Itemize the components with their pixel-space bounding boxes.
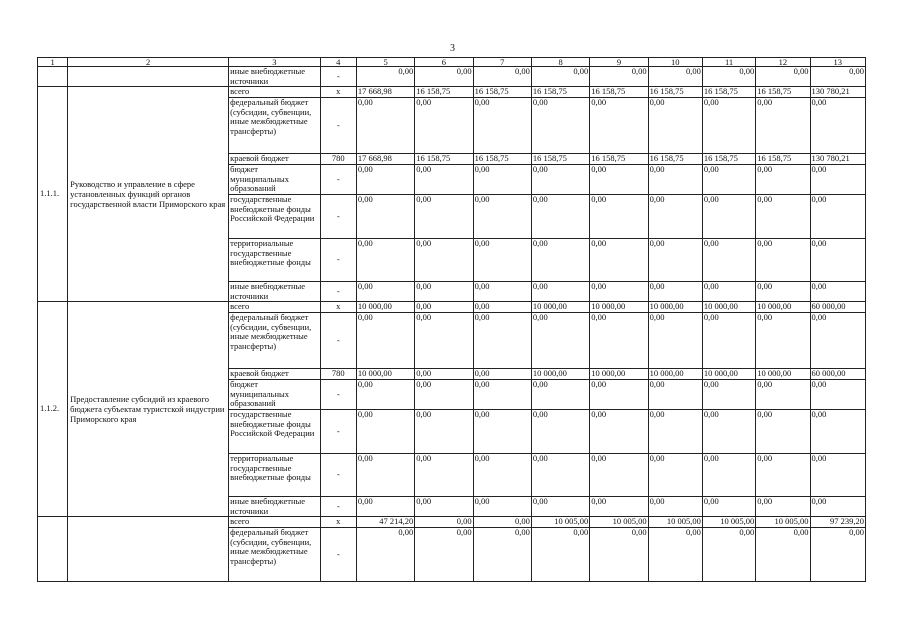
code-cell bbox=[38, 67, 68, 87]
table-row bbox=[38, 67, 866, 87]
source-cell: государственные внебюджетные фонды Российской Федерации bbox=[229, 194, 321, 238]
value-cell: 0,00 bbox=[473, 528, 531, 582]
value-cell: 0,00 bbox=[590, 194, 648, 238]
unit-code-cell: - bbox=[320, 496, 356, 516]
table-row bbox=[38, 87, 866, 98]
value-cell: 0,00 bbox=[756, 238, 810, 281]
value-cell: 0,00 bbox=[702, 409, 755, 453]
value-cell: 0,00 bbox=[415, 496, 473, 516]
value-cell: 0,00 bbox=[810, 496, 865, 516]
value-cell: 10 000,00 bbox=[756, 302, 810, 313]
value-cell: 0,00 bbox=[415, 165, 473, 195]
value-cell: 0,00 bbox=[810, 528, 865, 582]
value-cell: 0,00 bbox=[415, 369, 473, 380]
value-cell: 0,00 bbox=[756, 165, 810, 195]
unit-code-cell: - bbox=[320, 380, 356, 410]
value-cell: 0,00 bbox=[810, 453, 865, 496]
value-cell: 0,00 bbox=[473, 281, 531, 301]
value-cell: 0,00 bbox=[356, 313, 414, 369]
value-cell: 47 214,20 bbox=[356, 517, 414, 528]
value-cell: 0,00 bbox=[356, 194, 414, 238]
source-cell: иные внебюджетные источники bbox=[229, 496, 321, 516]
value-cell: 0,00 bbox=[648, 98, 702, 154]
source-cell: иные внебюджетные источники bbox=[229, 281, 321, 301]
value-cell: 0,00 bbox=[473, 453, 531, 496]
value-cell: 0,00 bbox=[648, 194, 702, 238]
program-name: Руководство и управление в сфере установленных функций органов государственной власти Приморского края bbox=[68, 87, 229, 302]
value-cell: 0,00 bbox=[756, 98, 810, 154]
unit-code-cell: - bbox=[320, 313, 356, 369]
value-cell: 0,00 bbox=[648, 281, 702, 301]
value-cell: 0,00 bbox=[810, 194, 865, 238]
value-cell: 0,00 bbox=[590, 67, 648, 87]
header-cell: 9 bbox=[590, 58, 648, 67]
value-cell: 0,00 bbox=[531, 313, 589, 369]
value-cell: 0,00 bbox=[702, 238, 755, 281]
unit-code-cell: - bbox=[320, 98, 356, 154]
value-cell: 0,00 bbox=[356, 453, 414, 496]
value-cell: 97 239,20 bbox=[810, 517, 865, 528]
value-cell: 60 000,00 bbox=[810, 369, 865, 380]
value-cell: 0,00 bbox=[702, 313, 755, 369]
value-cell: 0,00 bbox=[473, 165, 531, 195]
value-cell: 0,00 bbox=[702, 98, 755, 154]
value-cell: 0,00 bbox=[473, 194, 531, 238]
table-row bbox=[38, 302, 866, 313]
value-cell: 0,00 bbox=[473, 496, 531, 516]
value-cell: 16 158,75 bbox=[590, 87, 648, 98]
value-cell: 0,00 bbox=[473, 302, 531, 313]
value-cell: 0,00 bbox=[590, 165, 648, 195]
value-cell: 0,00 bbox=[531, 380, 589, 410]
value-cell: 0,00 bbox=[810, 281, 865, 301]
value-cell: 16 158,75 bbox=[415, 154, 473, 165]
name-cell bbox=[68, 67, 229, 87]
source-cell: федеральный бюджет (субсидии, субвенции, иные межбюджетные трансферты) bbox=[229, 98, 321, 154]
value-cell: 16 158,75 bbox=[702, 154, 755, 165]
value-cell: 0,00 bbox=[756, 496, 810, 516]
value-cell: 16 158,75 bbox=[531, 87, 589, 98]
value-cell: 16 158,75 bbox=[702, 87, 755, 98]
value-cell: 0,00 bbox=[590, 409, 648, 453]
value-cell: 0,00 bbox=[648, 409, 702, 453]
value-cell: 0,00 bbox=[648, 67, 702, 87]
value-cell: 10 000,00 bbox=[531, 369, 589, 380]
value-cell: 0,00 bbox=[531, 98, 589, 154]
budget-table bbox=[37, 57, 866, 582]
value-cell: 17 668,98 bbox=[356, 154, 414, 165]
value-cell: 10 005,00 bbox=[702, 517, 755, 528]
value-cell: 0,00 bbox=[590, 453, 648, 496]
value-cell: 0,00 bbox=[702, 380, 755, 410]
value-cell: 0,00 bbox=[356, 98, 414, 154]
value-cell: 0,00 bbox=[531, 67, 589, 87]
value-cell: 0,00 bbox=[648, 238, 702, 281]
unit-code-cell: - bbox=[320, 528, 356, 582]
name-cell bbox=[68, 517, 229, 582]
value-cell: 0,00 bbox=[590, 313, 648, 369]
header-cell: 2 bbox=[68, 58, 229, 67]
source-cell: иные внебюджетные источники bbox=[229, 67, 321, 87]
value-cell: 0,00 bbox=[531, 281, 589, 301]
value-cell: 0,00 bbox=[531, 165, 589, 195]
value-cell: 16 158,75 bbox=[648, 87, 702, 98]
value-cell: 10 005,00 bbox=[531, 517, 589, 528]
value-cell: 0,00 bbox=[415, 281, 473, 301]
value-cell: 0,00 bbox=[473, 380, 531, 410]
value-cell: 0,00 bbox=[473, 369, 531, 380]
value-cell: 0,00 bbox=[531, 194, 589, 238]
value-cell: 0,00 bbox=[810, 409, 865, 453]
unit-code-cell: - bbox=[320, 281, 356, 301]
value-cell: 0,00 bbox=[473, 238, 531, 281]
value-cell: 0,00 bbox=[415, 517, 473, 528]
value-cell: 10 000,00 bbox=[590, 302, 648, 313]
value-cell: 0,00 bbox=[648, 496, 702, 516]
value-cell: 0,00 bbox=[415, 194, 473, 238]
header-cell: 6 bbox=[415, 58, 473, 67]
value-cell: 0,00 bbox=[415, 380, 473, 410]
value-cell: 0,00 bbox=[590, 281, 648, 301]
header-cell: 8 bbox=[531, 58, 589, 67]
value-cell: 0,00 bbox=[702, 496, 755, 516]
source-cell: всего bbox=[229, 87, 321, 98]
value-cell: 0,00 bbox=[648, 313, 702, 369]
value-cell: 16 158,75 bbox=[415, 87, 473, 98]
source-cell: бюджет муниципальных образований bbox=[229, 380, 321, 410]
header-cell: 3 bbox=[229, 58, 321, 67]
value-cell: 0,00 bbox=[415, 98, 473, 154]
value-cell: 0,00 bbox=[648, 453, 702, 496]
unit-code-cell: х bbox=[320, 517, 356, 528]
unit-code-cell: х bbox=[320, 87, 356, 98]
source-cell: территориальные государственные внебюджетные фонды bbox=[229, 238, 321, 281]
value-cell: 0,00 bbox=[356, 409, 414, 453]
value-cell: 0,00 bbox=[810, 380, 865, 410]
value-cell: 0,00 bbox=[756, 313, 810, 369]
header-cell: 1 bbox=[38, 58, 68, 67]
value-cell: 0,00 bbox=[590, 98, 648, 154]
value-cell: 0,00 bbox=[415, 313, 473, 369]
value-cell: 10 000,00 bbox=[531, 302, 589, 313]
value-cell: 0,00 bbox=[648, 380, 702, 410]
program-code: 1.1.1. bbox=[38, 87, 68, 302]
header-cell: 13 bbox=[810, 58, 865, 67]
value-cell: 0,00 bbox=[702, 194, 755, 238]
value-cell: 10 000,00 bbox=[356, 302, 414, 313]
value-cell: 0,00 bbox=[356, 165, 414, 195]
value-cell: 0,00 bbox=[756, 453, 810, 496]
program-code: 1.1.2. bbox=[38, 302, 68, 517]
value-cell: 10 000,00 bbox=[702, 369, 755, 380]
unit-code-cell: 780 bbox=[320, 369, 356, 380]
unit-code-cell: - bbox=[320, 165, 356, 195]
table-row bbox=[38, 517, 866, 528]
value-cell: 130 780,21 bbox=[810, 154, 865, 165]
value-cell: 0,00 bbox=[702, 453, 755, 496]
value-cell: 0,00 bbox=[810, 165, 865, 195]
header-row bbox=[38, 58, 866, 67]
value-cell: 16 158,75 bbox=[590, 154, 648, 165]
value-cell: 0,00 bbox=[590, 496, 648, 516]
value-cell: 16 158,75 bbox=[756, 87, 810, 98]
value-cell: 0,00 bbox=[756, 528, 810, 582]
value-cell: 0,00 bbox=[756, 194, 810, 238]
value-cell: 0,00 bbox=[473, 67, 531, 87]
header-cell: 11 bbox=[702, 58, 755, 67]
value-cell: 0,00 bbox=[531, 453, 589, 496]
value-cell: 0,00 bbox=[810, 313, 865, 369]
program-name: Предоставление субсидий из краевого бюджета субъектам туристской индустрии Приморского края bbox=[68, 302, 229, 517]
header-cell: 7 bbox=[473, 58, 531, 67]
source-cell: федеральный бюджет (субсидии, субвенции, иные межбюджетные трансферты) bbox=[229, 313, 321, 369]
value-cell: 10 000,00 bbox=[590, 369, 648, 380]
value-cell: 0,00 bbox=[810, 98, 865, 154]
value-cell: 10 000,00 bbox=[756, 369, 810, 380]
value-cell: 60 000,00 bbox=[810, 302, 865, 313]
header-cell: 12 bbox=[756, 58, 810, 67]
value-cell: 0,00 bbox=[756, 281, 810, 301]
value-cell: 0,00 bbox=[356, 380, 414, 410]
value-cell: 0,00 bbox=[473, 517, 531, 528]
value-cell: 0,00 bbox=[473, 409, 531, 453]
value-cell: 0,00 bbox=[356, 528, 414, 582]
header-cell: 5 bbox=[356, 58, 414, 67]
unit-code-cell: 780 bbox=[320, 154, 356, 165]
value-cell: 0,00 bbox=[531, 528, 589, 582]
value-cell: 0,00 bbox=[415, 528, 473, 582]
value-cell: 10 000,00 bbox=[356, 369, 414, 380]
value-cell: 0,00 bbox=[756, 67, 810, 87]
value-cell: 16 158,75 bbox=[531, 154, 589, 165]
value-cell: 0,00 bbox=[531, 496, 589, 516]
value-cell: 0,00 bbox=[756, 380, 810, 410]
value-cell: 0,00 bbox=[531, 238, 589, 281]
value-cell: 0,00 bbox=[415, 453, 473, 496]
value-cell: 0,00 bbox=[810, 67, 865, 87]
unit-code-cell: - bbox=[320, 194, 356, 238]
value-cell: 10 000,00 bbox=[648, 302, 702, 313]
source-cell: государственные внебюджетные фонды Российской Федерации bbox=[229, 409, 321, 453]
value-cell: 10 000,00 bbox=[648, 369, 702, 380]
value-cell: 0,00 bbox=[473, 313, 531, 369]
value-cell: 16 158,75 bbox=[756, 154, 810, 165]
page-number: 3 bbox=[450, 43, 455, 54]
value-cell: 16 158,75 bbox=[648, 154, 702, 165]
value-cell: 0,00 bbox=[415, 238, 473, 281]
value-cell: 0,00 bbox=[415, 302, 473, 313]
value-cell: 0,00 bbox=[702, 165, 755, 195]
value-cell: 0,00 bbox=[415, 67, 473, 87]
value-cell: 0,00 bbox=[590, 528, 648, 582]
unit-code-cell: х bbox=[320, 302, 356, 313]
value-cell: 0,00 bbox=[648, 528, 702, 582]
value-cell: 0,00 bbox=[415, 409, 473, 453]
value-cell: 0,00 bbox=[702, 281, 755, 301]
value-cell: 0,00 bbox=[356, 281, 414, 301]
value-cell: 0,00 bbox=[356, 67, 414, 87]
unit-code-cell: - bbox=[320, 67, 356, 87]
value-cell: 16 158,75 bbox=[473, 154, 531, 165]
value-cell: 0,00 bbox=[356, 496, 414, 516]
source-cell: краевой бюджет bbox=[229, 154, 321, 165]
value-cell: 0,00 bbox=[648, 165, 702, 195]
unit-code-cell: - bbox=[320, 409, 356, 453]
unit-code-cell: - bbox=[320, 453, 356, 496]
value-cell: 0,00 bbox=[473, 98, 531, 154]
source-cell: всего bbox=[229, 517, 321, 528]
source-cell: всего bbox=[229, 302, 321, 313]
source-cell: территориальные государственные внебюджетные фонды bbox=[229, 453, 321, 496]
unit-code-cell: - bbox=[320, 238, 356, 281]
value-cell: 0,00 bbox=[356, 238, 414, 281]
value-cell: 0,00 bbox=[531, 409, 589, 453]
value-cell: 0,00 bbox=[702, 528, 755, 582]
value-cell: 16 158,75 bbox=[473, 87, 531, 98]
value-cell: 0,00 bbox=[756, 409, 810, 453]
header-cell: 4 bbox=[320, 58, 356, 67]
value-cell: 0,00 bbox=[590, 238, 648, 281]
source-cell: федеральный бюджет (субсидии, субвенции, иные межбюджетные трансферты) bbox=[229, 528, 321, 582]
value-cell: 10 005,00 bbox=[590, 517, 648, 528]
header-cell: 10 bbox=[648, 58, 702, 67]
value-cell: 0,00 bbox=[590, 380, 648, 410]
code-cell bbox=[38, 517, 68, 582]
source-cell: краевой бюджет bbox=[229, 369, 321, 380]
source-cell: бюджет муниципальных образований bbox=[229, 165, 321, 195]
value-cell: 0,00 bbox=[810, 238, 865, 281]
value-cell: 10 005,00 bbox=[648, 517, 702, 528]
value-cell: 0,00 bbox=[702, 67, 755, 87]
value-cell: 17 668,98 bbox=[356, 87, 414, 98]
value-cell: 10 005,00 bbox=[756, 517, 810, 528]
value-cell: 10 000,00 bbox=[702, 302, 755, 313]
value-cell: 130 780,21 bbox=[810, 87, 865, 98]
